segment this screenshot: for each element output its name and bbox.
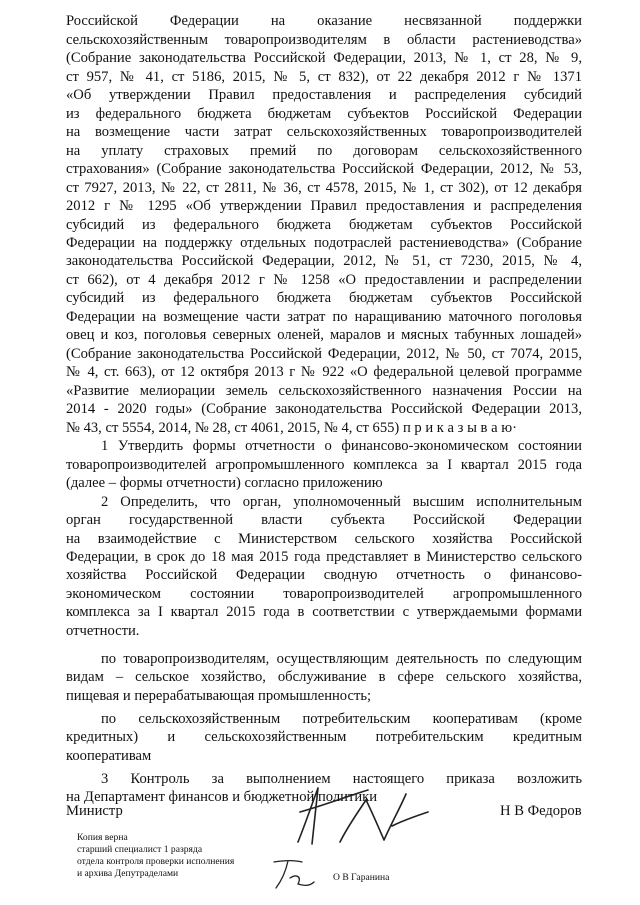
body-line: «Об утверждении Правил предоставления и распределения субсидий: [66, 87, 582, 103]
body-line: 1 Утвердить формы отчетности о финансово-экономическом состоянии: [101, 438, 582, 454]
body-line: комплекса за I квартал 2015 года в соответствии с утверждаемыми формами: [66, 604, 582, 620]
copy-note-line: отдела контроля проверки исполнения: [77, 856, 235, 867]
body-line: по сельскохозяйственным потребительским кооперативам (кроме: [101, 711, 582, 727]
body-line: сельскохозяйственным товаропроизводителям в области растениеводства»: [66, 32, 582, 48]
body-line: субсидий из федерального бюджета бюджетам субъектов Российской: [66, 217, 582, 233]
body-line: Российской Федерации на оказание несвязанной поддержки: [66, 13, 582, 29]
body-line: кооперативам: [66, 748, 152, 764]
body-line: орган государственной власти субъекта Российской Федерации: [66, 512, 582, 528]
copy-signer-name: О В Гаранина: [333, 872, 390, 883]
copy-note-line: Копия верна: [77, 832, 128, 843]
body-line: ст 957, № 41, ст 5186, 2015, № 5, ст 832), от 22 декабря 2012 г № 1371: [66, 69, 582, 85]
copy-note-line: и архива Депутраделами: [77, 868, 179, 879]
copy-signature: [268, 856, 318, 892]
body-line: страхования» (Собрание законодательства Российской Федерации, 2012, № 53,: [66, 161, 582, 177]
body-line: на возмещение части затрат сельскохозяйственных товаропроизводителей: [66, 124, 582, 140]
body-line: 2012 г № 1295 «Об утверждении Правил предоставления и распределения: [66, 198, 582, 214]
body-line: хозяйства Российской Федерации сводную отчетность о финансово-: [66, 567, 582, 583]
body-line: (далее – формы отчетности) согласно приложению: [66, 475, 383, 491]
body-line: законодательства Российской Федерации, 2012, № 51, ст 7230, 2015, № 4,: [66, 253, 582, 269]
body-line: 2 Определить, что орган, уполномоченный высшим исполнительным: [101, 494, 582, 510]
body-line: овец и коз, поголовья северных оленей, маралов и мясных табунных лошадей»: [66, 327, 582, 343]
body-line: ст 662), от 4 декабря 2012 г № 1258 «О предоставлении и распределении: [66, 272, 582, 288]
body-line: пищевая и перерабатывающая промышленность;: [66, 688, 372, 704]
body-line: кредитных) и сельскохозяйственным потребительским кредитным: [66, 729, 582, 745]
signer-name: Н В Федоров: [500, 803, 582, 819]
body-line: № 4, ст. 663), от 12 октября 2013 г № 922 «О федеральной целевой программе: [66, 364, 582, 380]
handwritten-signature: [288, 782, 438, 852]
body-line: на Департамент финансов и бюджетной политики: [66, 789, 378, 805]
body-line: по товаропроизводителям, осуществляющим деятельность по следующим: [101, 651, 582, 667]
body-line: на взаимодействие с Министерством сельского хозяйства Российской: [66, 531, 582, 547]
body-line: № 43, ст 5554, 2014, № 28, ст 4061, 2015, № 4, ст 655) п р и к а з ы в а ю·: [66, 420, 517, 436]
body-line: отчетности.: [66, 623, 140, 639]
body-line: (Собрание законодательства Российской Федерации, 2013, № 1, ст 28, № 9,: [66, 50, 582, 66]
body-line: на уплату страховых премий по договорам сельскохозяйственного: [66, 143, 582, 159]
body-line: Федерации на возмещение части затрат по наращиванию маточного поголовья: [66, 309, 582, 325]
body-line: «Развитие мелиорации земель сельскохозяйственного назначения России на: [66, 383, 582, 399]
body-line: субсидий из федерального бюджета бюджетам субъектов Российской: [66, 290, 582, 306]
body-line: экономическом состоянии товаропроизводителей агропромышленного: [66, 586, 582, 602]
body-line: ст 7927, 2013, № 22, ст 2811, № 36, ст 4578, 2015, № 1, ст 302), от 12 декабря: [66, 180, 582, 196]
body-line: Федерации на поддержку отдельных подотраслей растениеводства» (Собрание: [66, 235, 582, 251]
body-line: Федерации, в срок до 18 мая 2015 года представляет в Министерство сельского: [66, 549, 582, 565]
signer-position: Министр: [66, 803, 123, 819]
copy-note-line: старший специалист 1 разряда: [77, 844, 203, 855]
body-line: видам – сельское хозяйство, обслуживание в сфере сельского хозяйства,: [66, 669, 582, 685]
body-line: 2014 - 2020 годы» (Собрание законодательства Российской Федерации 2013,: [66, 401, 582, 417]
body-line: 3 Контроль за выполнением настоящего приказа возложить: [101, 771, 582, 787]
body-line: (Собрание законодательства Российской Федерации, 2012, № 50, ст 7074, 2015,: [66, 346, 582, 362]
body-line: из федерального бюджета бюджетам субъектов Российской Федерации: [66, 106, 582, 122]
body-line: товаропроизводителей агропромышленного комплекса за I квартал 2015 года: [66, 457, 582, 473]
